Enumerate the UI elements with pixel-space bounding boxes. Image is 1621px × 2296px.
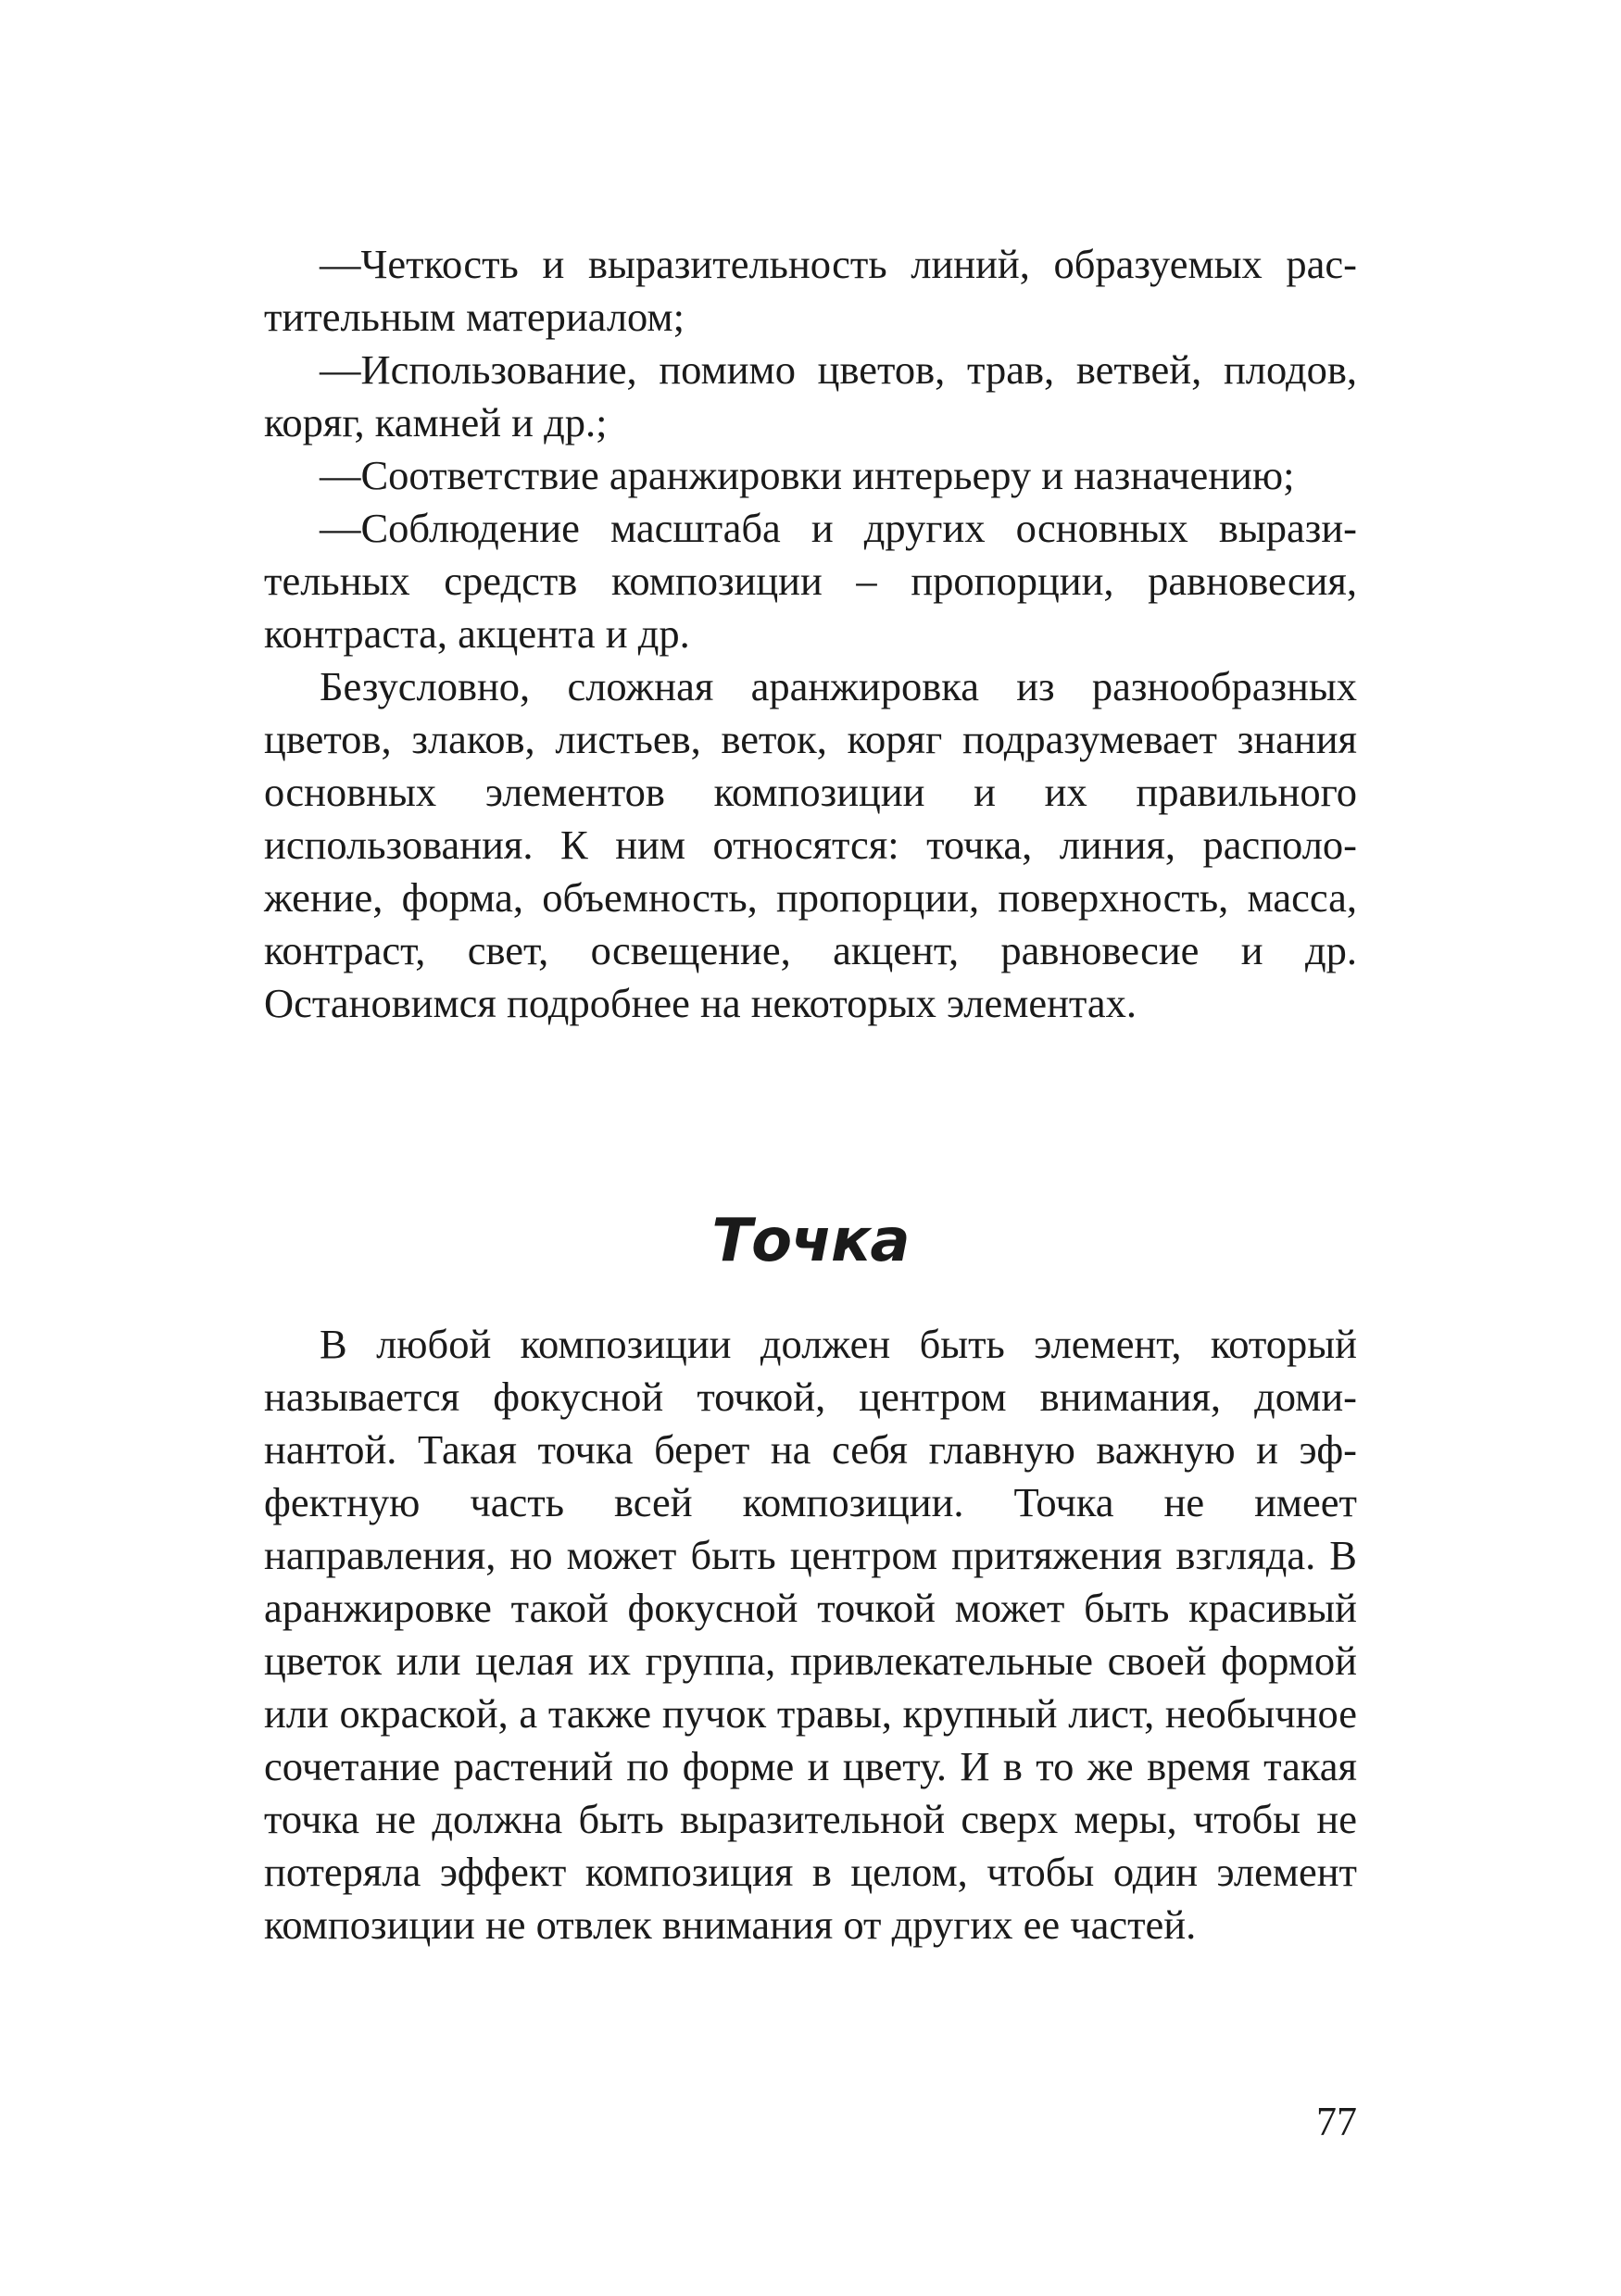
list-item-materials: —Использование, помимо цветов, трав, ветвей, плодов, коряг, камней и др.; [264, 346, 1357, 445]
section-heading: Точка [711, 1207, 910, 1275]
list-item-clarity: —Четкость и выразительность линий, образуемых растительным материалом; [264, 241, 1357, 340]
section-body-paragraph: В любой композиции должен быть элемент, который называется фокусной точкой, центром внимания, доминантой. Такая точка берет на себя главную важную и эффектную часть всей композиции. Точка не имеет направления, но может быть центром притяжения взгляда. В аранжировке такой фокусной точкой может быть красивый цветок или целая их группа, привлекательные своей формой или окраской, а также пучок травы, крупный лист, необычное сочетание растений по форме и цвету. И в то же время такая точка не должна быть выразительной сверх меры, чтобы не потеряла эффект композиция в целом, чтобы один элемент композиции не отвлек внимания от других ее частей. [264, 1321, 1357, 1948]
section-body-block [264, 1318, 1357, 1951]
page-number: 77 [1316, 2099, 1357, 2144]
top-text-block [264, 238, 1357, 1030]
intro-paragraph: Безусловно, сложная аранжировка из разнообразных цветов, злаков, листьев, веток, коряг подразумевает знания основных элементов композиции и их правильного использования. К ним относятся: точка, линия, расположение, форма, объемность, пропорции, поверхность, масса, контраст, свет, освещение, акцент, равновесие и др. Остановимся подробнее на некоторых элементах. [264, 663, 1357, 1026]
list-item-interior: —Соответствие аранжировки интерьеру и назначению; [320, 452, 1295, 498]
list-item-scale: —Соблюдение масштаба и других основных выразительных средств композиции – пропорции, равновесия, контраста, акцента и др. [264, 505, 1357, 657]
